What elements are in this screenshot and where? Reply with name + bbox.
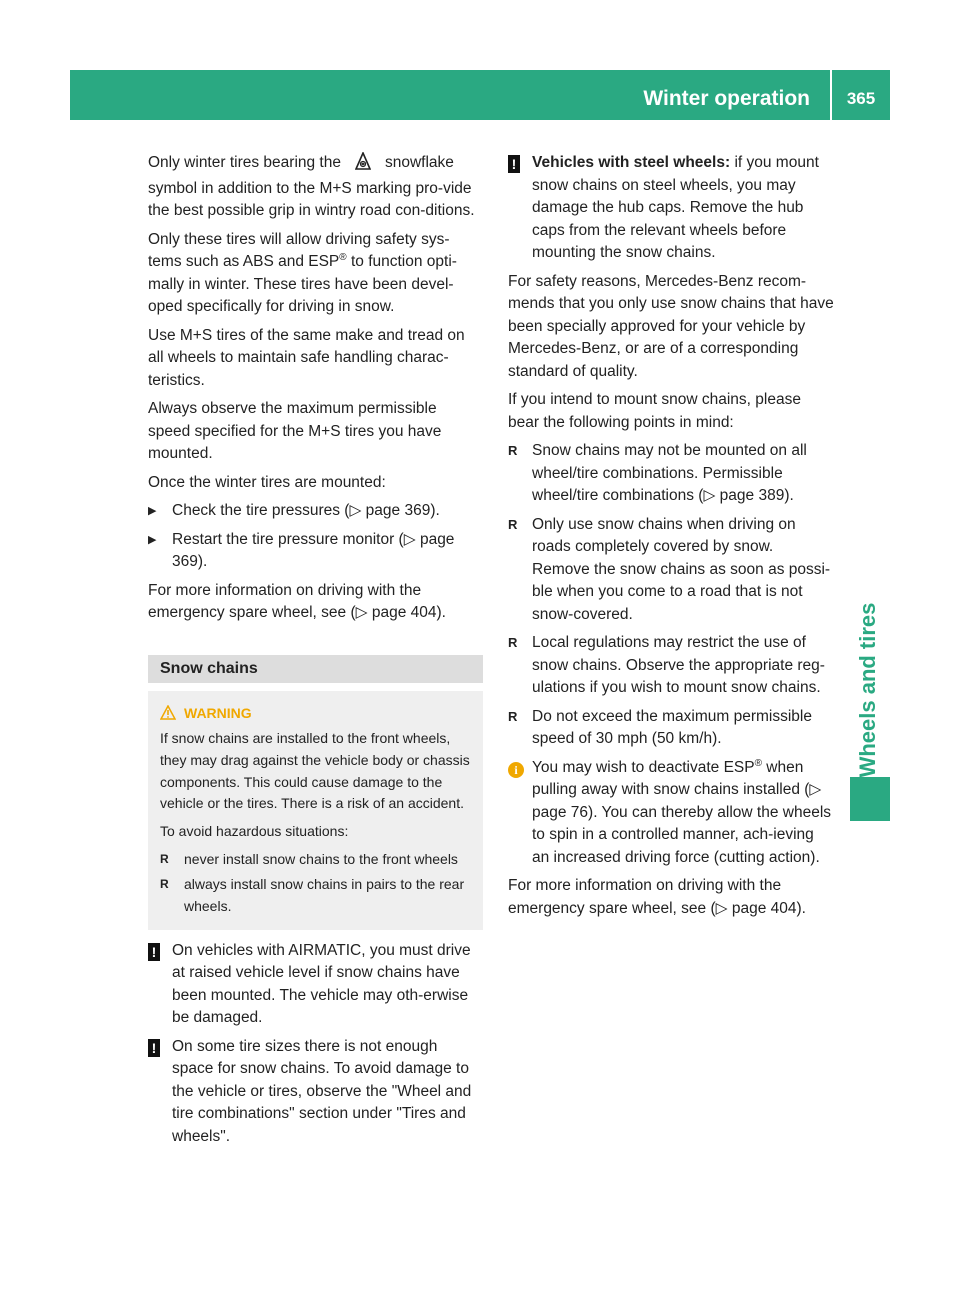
exclamation-icon: !	[148, 943, 160, 961]
registered-mark: ®	[754, 757, 762, 769]
caution-text: On vehicles with AIRMATIC, you must drive at raised vehicle level if snow chains have been mounted. The vehicle may oth-erwise be damaged.	[172, 941, 471, 1027]
side-tab-marker	[850, 777, 890, 821]
step-item: ▶ Check the tire pressures (▷ page 369).	[148, 500, 483, 523]
warning-text: If snow chains are installed to the front wheels, they may drag against the vehicle body or chassis components. This could cause damage to the vehicle or the tires. There is a risk of an accident.	[160, 730, 470, 812]
caution-note	[148, 940, 483, 1030]
paragraph: Always observe the maximum permissible speed specified for the M+S tires you have mounted.	[148, 400, 442, 462]
paragraph	[148, 229, 483, 319]
info-icon: i	[508, 762, 524, 778]
caution-text: if you mount snow chains on steel wheels, you may damage the hub caps. Remove the hub caps from the relevant wheels before mounting the snow chains.	[532, 154, 819, 261]
page-header	[70, 70, 890, 120]
caution-note	[148, 1036, 483, 1149]
exclamation-icon: !	[508, 155, 520, 173]
paragraph	[148, 152, 483, 223]
paragraph: Once the winter tires are mounted:	[148, 473, 386, 491]
info-note	[508, 757, 835, 870]
exclamation-icon: !	[148, 1039, 160, 1057]
text: to function opti-mally in winter. These tires have been devel-oped specifically for driving in snow.	[148, 253, 457, 315]
right-column	[508, 152, 835, 926]
caution-text: On some tire sizes there is not enough space for snow chains. To avoid damage to the vehicle or tires, observe the "Wheel and tire combinations" section under "Tires and wheels".	[172, 1037, 472, 1145]
page-number: 365	[846, 89, 876, 108]
paragraph: For safety reasons, Mercedes-Benz recom-mends that you only use snow chains that have been specially approved for your vehicle by Mercedes-Benz, or are of a corresponding standard of quality.	[508, 272, 834, 380]
warning-triangle-icon	[160, 705, 176, 727]
warning-bullet: R never install snow chains to the front wheels	[160, 849, 471, 871]
warning-label: WARNING	[184, 704, 252, 721]
paragraph: Use M+S tires of the same make and tread on all wheels to maintain safe handling charac-teristics.	[148, 326, 465, 389]
step-item: ▶ Restart the tire pressure monitor (▷ page 369).	[148, 529, 483, 574]
info-text: You may wish to deactivate ESP	[532, 758, 755, 776]
warning-title	[160, 703, 471, 727]
list-item: R Do not exceed the maximum permissible speed of 30 mph (50 km/h).	[508, 706, 835, 751]
text: Only winter tires bearing the	[148, 154, 341, 171]
section-heading: Snow chains	[148, 655, 483, 683]
warning-text: To avoid hazardous situations:	[160, 823, 349, 840]
snowflake-mountain-icon	[355, 152, 371, 178]
paragraph: For more information on driving with the emergency spare wheel, see (▷ page 404).	[508, 877, 806, 917]
side-tab-label: Wheels and tires	[855, 602, 880, 778]
caution-note	[508, 152, 835, 265]
list-item: R Local regulations may restrict the use of snow chains. Observe the appropriate reg-ulations if you wish to mount snow chains.	[508, 632, 835, 700]
left-column	[148, 152, 483, 1154]
list-item: R Snow chains may not be mounted on all wheel/tire combinations. Permissible wheel/tire combinations (▷ page 389).	[508, 440, 835, 508]
paragraph: For more information on driving with the emergency spare wheel, see (▷ page 404).	[148, 581, 446, 621]
list-item: R Only use snow chains when driving on roads completely covered by snow. Remove the snow chains as soon as possi-ble when you come to a road that is not snow-covered.	[508, 514, 835, 627]
caution-heading: Vehicles with steel wheels:	[532, 154, 731, 171]
warning-box	[148, 691, 483, 930]
registered-mark: ®	[339, 251, 347, 263]
text: Only these tires will allow driving safety sys-tems such as ABS and ESP	[148, 230, 450, 270]
info-text: when pulling away with snow chains installed (▷ page 76). You can thereby allow the wheels to spin in a controlled manner, ach-ieving an increased driving force (cutting action).	[532, 758, 832, 866]
section-title: Winter operation	[643, 87, 810, 110]
text: snowflake symbol in addition to the M+S marking pro-vide the best possible grip in wintry road con-ditions.	[148, 154, 475, 219]
warning-bullet: R always install snow chains in pairs to the rear wheels.	[160, 874, 471, 917]
paragraph: If you intend to mount snow chains, please bear the following points in mind:	[508, 391, 801, 431]
